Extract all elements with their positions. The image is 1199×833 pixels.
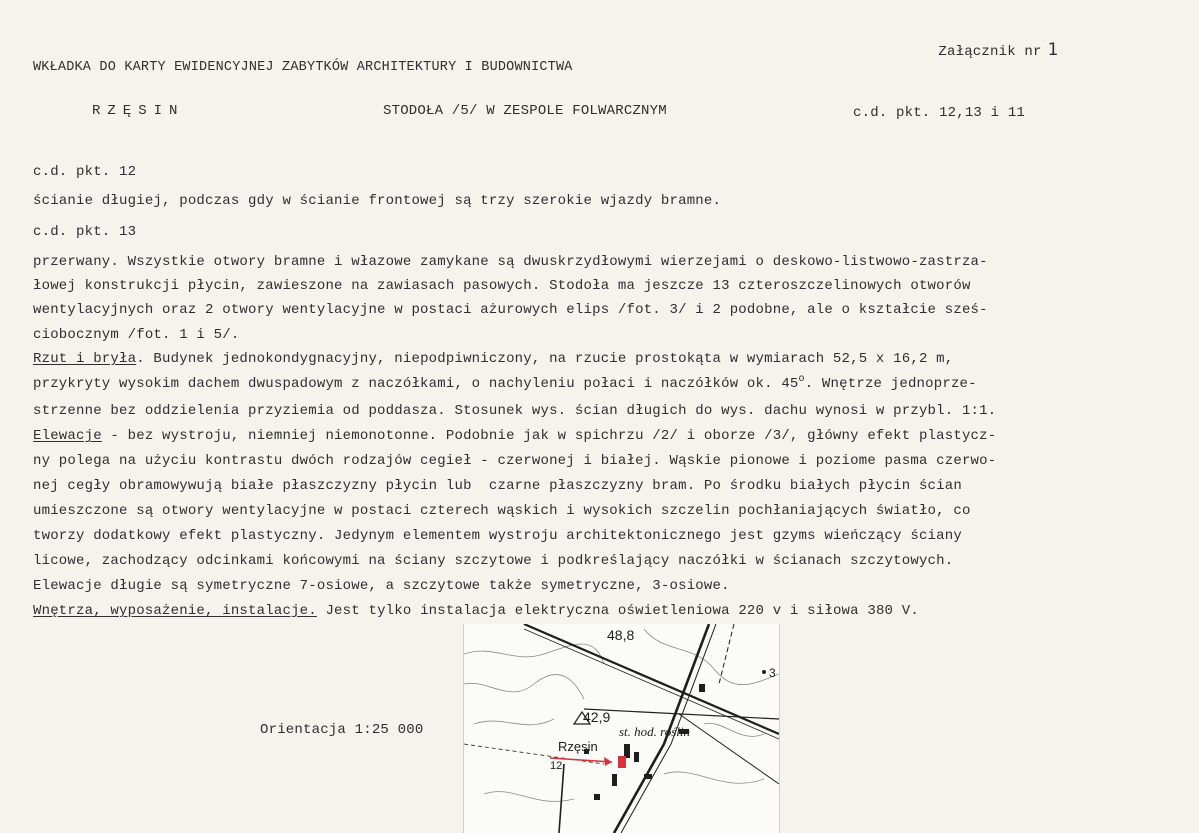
- rzut-line-2: [33, 374, 977, 393]
- arrow-head: [604, 757, 612, 766]
- pkt12-label: c.d. pkt. 12: [33, 164, 137, 180]
- text-line: Elewacje długie są symetryczne 7-osiowe, a szczytowe także symetryczne, 3-osiowe.: [33, 578, 730, 594]
- text-line: strzenne bez oddzielenia przyziemia od poddasza. Stosunek wys. ścian długich do wys. dachu wynosi w przybl. 1:1.: [33, 403, 997, 419]
- text-span: . Budynek jednokondygnacyjny, niepodpiwniczony, na rzucie prostokąta w wymiarach 52,5 x 16,2 m,: [136, 351, 954, 367]
- text-line: tworzy dodatkowy efekt plastyczny. Jedynym elementem wystroju architektonicznego jest gzyms wieńczący ściany: [33, 528, 962, 544]
- annex-label: [904, 29, 1059, 73]
- map-marker-label: 3: [769, 666, 776, 680]
- elevation-label: 48,8: [607, 627, 635, 643]
- text-line: łowej konstrukcji płycin, zawieszone na zawiasach pasowych. Stodoła ma jeszcze 13 czteroszczelinowych otworów: [33, 278, 971, 294]
- location-map: [463, 624, 780, 833]
- text-line: ciobocznym /fot. 1 i 5/.: [33, 327, 240, 343]
- wnetrza-heading: Wnętrza, wyposażenie, instalacje.: [33, 603, 317, 619]
- text-line: wentylacyjnych oraz 2 otwory wentylacyjne w postaci ażurowych elips /fot. 3/ i 2 podobne, ale o kształcie sześ-: [33, 302, 988, 318]
- text-line: ny polega na użyciu kontrastu dwóch rodzajów cegieł - czerwonej i białej. Wąskie pionowe i poziome pasma czerwo-: [33, 453, 997, 469]
- contour-lines: [464, 629, 779, 801]
- elewacje-heading: Elewacje: [33, 428, 102, 444]
- annex-text: Załącznik nr: [938, 44, 1042, 60]
- text-line: przerwany. Wszystkie otwory bramne i włazowe zamykane są dwuskrzydłowymi wierzejami o deskowo-listwowo-zastrza-: [33, 254, 988, 270]
- object-name: STODOŁA /5/ W ZESPOLE FOLWARCZNYM: [383, 103, 667, 119]
- station-label: st. hod. roślin: [619, 724, 691, 739]
- map-number-label: 12: [550, 760, 563, 772]
- wnetrza-line: [33, 604, 919, 618]
- text-span: przykryty wysokim dachem dwuspadowym z naczółkami, o nachyleniu połaci i naczółków ok. 45: [33, 376, 799, 392]
- rzut-line-1: [33, 352, 953, 366]
- town-label: Rzęsin: [558, 739, 598, 754]
- orientation-label: Orientacja 1:25 000: [260, 722, 424, 738]
- pkt12-text: ścianie długiej, podczas gdy w ścianie frontowej są trzy szerokie wjazdy bramne.: [33, 193, 722, 209]
- annex-number: 1: [1047, 40, 1059, 60]
- barn-marker: [618, 756, 626, 768]
- text-span: Jest tylko instalacja elektryczna oświetleniowa 220 v i siłowa 380 V.: [316, 603, 919, 619]
- rzut-heading: Rzut i bryła: [33, 351, 137, 367]
- text-line: umieszczone są otwory wentylacyjne w postaci czterech wąskich i wysokich szczelin pochłaniających światło, co: [33, 503, 971, 519]
- text-span: . Wnętrze jednoprze-: [804, 376, 977, 392]
- pkt13-label: c.d. pkt. 13: [33, 224, 137, 240]
- card-title: WKŁADKA DO KARTY EWIDENCYJNEJ ZABYTKÓW ARCHITEKTURY I BUDOWNICTWA: [33, 60, 573, 75]
- degree-mark: o: [798, 374, 805, 385]
- text-line: licowe, zachodzący odcinkami końcowymi na ściany szczytowe i podkreślający naczółki w ścianach szczytowych.: [33, 553, 954, 569]
- elevation-label: 42,9: [583, 709, 611, 725]
- place-name: RZĘSIN: [92, 103, 185, 119]
- marker-dot: [762, 670, 766, 674]
- text-span: - bez wystroju, niemniej niemonotonne. Podobnie jak w spichrzu /2/ i oborze /3/, główny efekt plastycz-: [101, 428, 997, 444]
- text-line: nej cegły obramowywują białe płaszczyzny płycin lub czarne płaszczyzny bram. Po środku białych płycin ścian: [33, 478, 962, 494]
- elew-line-1: [33, 429, 996, 443]
- continuation-note: c.d. pkt. 12,13 i 11: [853, 105, 1026, 121]
